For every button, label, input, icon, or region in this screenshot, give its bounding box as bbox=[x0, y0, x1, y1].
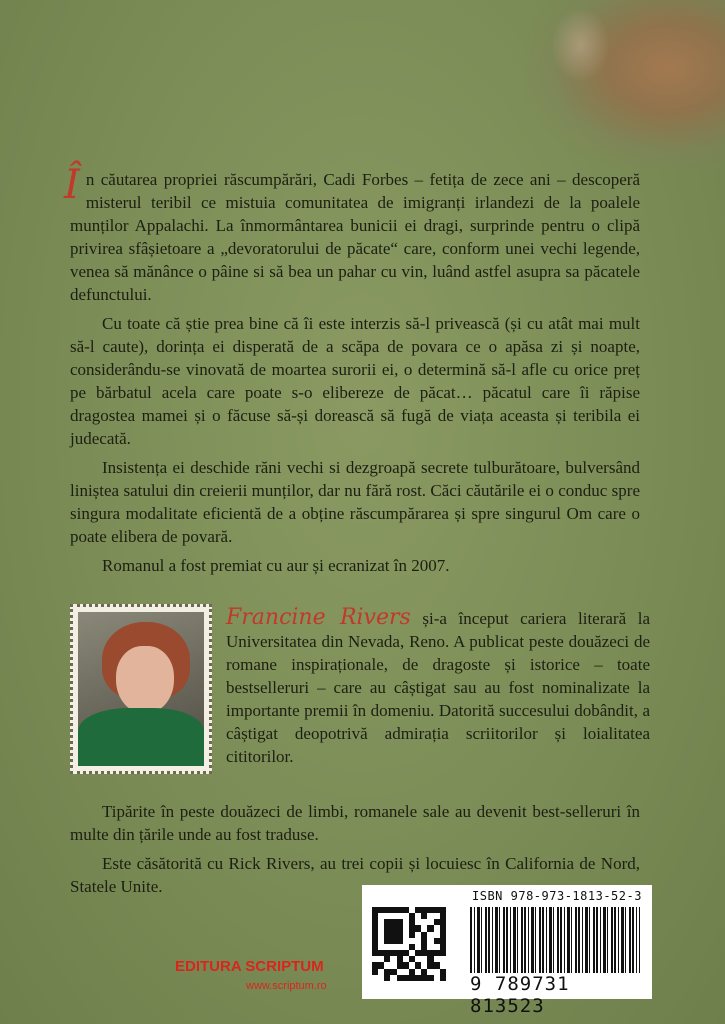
author-photo-frame bbox=[70, 604, 212, 774]
author-bio-top bbox=[226, 606, 650, 774]
author-bio-paragraph-2: Tipărite în peste douăzeci de limbi, romanele sale au devenit best-selleruri în multe din țările unde au fost traduse. bbox=[70, 802, 640, 844]
publisher-website[interactable]: www.scriptum.ro bbox=[246, 980, 327, 992]
description-paragraph-2: Cu toate că știe prea bine că îi este interzis să-l privească (și cu atât mai mult să-l caute), dorința ei disperată de a scăpa de povara ce o apăsa zi și noapte, considerându-se vinovată de moartea surorii ei, o determină să-l afle cu orice preț pe bărbatul acela care poate s-o elibereze de păcat… păcatul care îi răpise dragostea mamei și o făcuse să-și dorească să fugă de viața aceasta și teribila ei judecată. bbox=[70, 314, 640, 448]
cover-face-shadow bbox=[553, 10, 608, 80]
author-bio-paragraph-1: Francine Rivers și-a început cariera literară la Universitatea din Nevada, Reno. A publicat peste douăzeci de romane inspiraționale, de dragoste și istorice – toate bestselleruri – care au câștigat sau au fost nominalizate la importante premii în domeniu. Datorită succesului dobândit, a câștigat deopotrivă admirația scriitorilor și loialitatea cititorilor. bbox=[226, 605, 650, 766]
description-paragraph-1: În căutarea propriei răscumpărări, Cadi Forbes – fetița de zece ani – descoperă misterul teribil ce mistuia comunitatea de imigranți irlandezi de la poalele munților Appalachi. La înmormântarea bunicii ei dragi, surprinde pentru o clipă privirea sfâșietoare a „devoratorului de păcate“ care, conform unei vechi legende, venea să mănânce o pâine si să bea un pahar cu vin, luând astfel asupra sa păcatele defunctului. bbox=[64, 162, 640, 304]
publisher-name: EDITURA SCRIPTUM bbox=[175, 958, 324, 975]
author-name: Francine Rivers bbox=[226, 605, 411, 630]
barcode-bars bbox=[470, 907, 640, 973]
barcode-number: 9 789731 813523 bbox=[470, 973, 570, 1017]
barcode-box bbox=[362, 885, 652, 1017]
dropcap-letter: Î bbox=[64, 162, 80, 208]
qr-code bbox=[372, 907, 446, 981]
author-bio-paragraph-3: Este căsătorită cu Rick Rivers, au trei copii și locuiesc în California de Nord, Statele Unite. bbox=[70, 854, 640, 896]
author-photo bbox=[78, 612, 204, 766]
isbn-label: ISBN 978-973-1813-52-3 bbox=[472, 889, 642, 903]
book-description bbox=[64, 162, 640, 583]
description-paragraph-3: Insistența ei deschide răni vechi si dezgroapă secrete tulburătoare, bulversând liniștea satului din creierii munților, dar nu fără rost. Căci căutările ei o conduc spre singura modalitate eficientă de a obține răscumpărarea și spre singurul Om care o poate elibera de povară. bbox=[70, 458, 640, 546]
cover-hair-image bbox=[525, 0, 725, 170]
description-paragraph-4: Romanul a fost premiat cu aur și ecranizat în 2007. bbox=[102, 556, 450, 575]
